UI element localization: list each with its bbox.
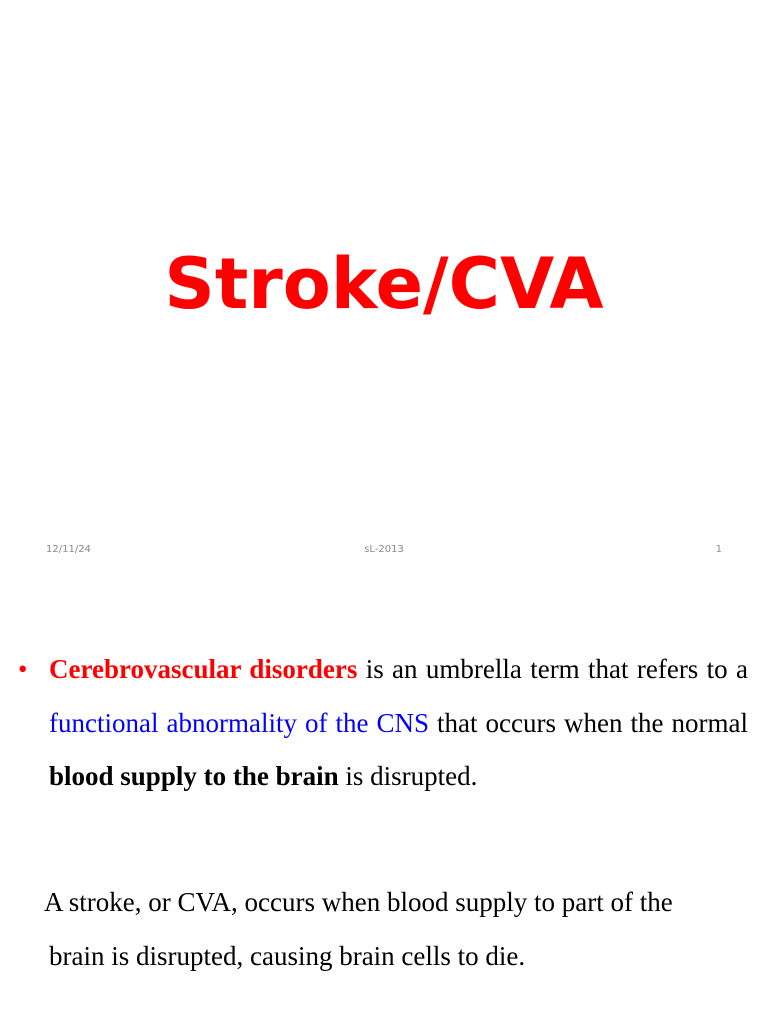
term-highlight: Cerebrovascular disorders bbox=[49, 654, 358, 684]
bullet-text-part-1: is an umbrella term that refers to a bbox=[357, 654, 749, 684]
content-slide bbox=[0, 576, 768, 1024]
bold-phrase: blood supply to the brain bbox=[49, 761, 339, 791]
bullet-item bbox=[18, 643, 748, 804]
paragraph-line-2: brain is disrupted, causing brain cells to die. bbox=[49, 940, 526, 971]
footer-center-text: sL-2013 bbox=[364, 544, 404, 555]
footer-date: 12/11/24 bbox=[46, 544, 91, 555]
slide-title: Stroke/CVA bbox=[164, 243, 604, 325]
footer-page-number: 1 bbox=[715, 544, 722, 555]
definition-highlight: functional abnormality of the CNS bbox=[49, 707, 429, 738]
bullet-text bbox=[49, 643, 748, 804]
stroke-definition-paragraph bbox=[44, 876, 748, 983]
paragraph-line-1: A stroke, or CVA, occurs when blood supply to part of the bbox=[44, 887, 673, 917]
bullet-text-part-2: that occurs when the normal bbox=[429, 707, 748, 738]
bullet-text-part-3: is disrupted. bbox=[338, 761, 478, 791]
bullet-marker: • bbox=[18, 654, 28, 684]
